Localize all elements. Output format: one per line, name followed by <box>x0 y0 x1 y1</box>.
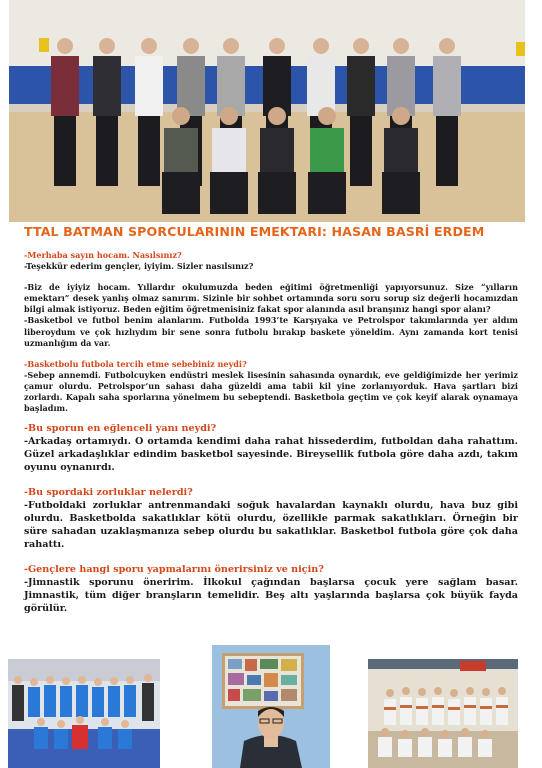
interview-body <box>24 250 518 615</box>
answer: -Teşekkür ederim gençler, iyiyim. Sizler nasılsınız? <box>24 261 254 272</box>
teacher-portrait-photo <box>212 645 330 768</box>
answer: -Basketbol ve futbol benim alanlarım. Futbolda 1993’te Karşıyaka ve Petrolspor takımlarında yer aldım liberoydum ve çok hızlıydım bir sene sonra futbolu bırakıp baskete yöneldim. Aynı zamanda kort tenisi uzmanlığım da var. <box>24 315 518 348</box>
answer: -Sebep annemdi. Futbolcuyken endüstri meslek lisesinin sahasında oynardık, eve geldiğimizde her yerimiz çamur olurdu. Petrolspor’un sahası daha güzeldi ama tabii kil yine zorlanıyorduk. Hava şartları bizi zorlardı. Kapalı saha sporlarına yönelmem bu sebeptendi. Basketbola geçtim ve çok keyif alarak oynamaya başladım. <box>24 369 518 414</box>
qa-block <box>24 422 518 474</box>
qa-block <box>24 250 518 272</box>
qa-block <box>24 486 518 551</box>
question: -Merhaba sayın hocam. Nasılsınız? <box>24 250 182 260</box>
football-team-photo <box>8 659 160 768</box>
answer: -Biz de iyiyiz hocam. Yıllardır okulumuzda beden eğitimi öğretmenliği yapıyorsunuz. Size “yılların emektarı” desek yanlış olmaz sanırım. Sizinle bir sohbet ortamında soru soru sorup siz değerli hocamızdan bilgi almak istiyoruz. Beden eğitim öğretmenisiniz fakat spor alanında asıl branşınız hangi spor alanı? <box>24 282 518 315</box>
answer: -Arkadaş ortamıydı. O ortamda kendimi daha rahat hissederdim, futboldan daha rahattım. Güzel arkadaşlıklar edindim basketbol sayesinde. Bireysellik futbola göre daha azdı, takım oyunu oynanırdı. <box>24 436 518 474</box>
answer: -Futboldaki zorluklar antrenmandaki soğuk havalardan kaynaklı olurdu, hava buz gibi olurdu. Basketbolda sakatlıklar kötü olurdu, özellikle parmak sakatlıkları. Örneğin bir süre sahadan uzaklaşmanıza sebep olurdu bu sakatlıklar. Basketbol futbola göre çok daha rahattı. <box>24 500 518 551</box>
question: -Gençlere hangi sporu yapmalarını önerirsiniz ve niçin? <box>24 564 324 576</box>
qa-block <box>24 359 518 414</box>
qa-block <box>24 563 518 615</box>
article-title: TTAL BATMAN SPORCULARININ EMEKTARI: HASAN BASRİ ERDEM <box>24 224 485 239</box>
question: -Bu sporun en eğlenceli yanı neydi? <box>24 423 217 435</box>
qa-block <box>24 282 518 349</box>
basketball-team-photo <box>368 659 518 768</box>
question: -Bu spordaki zorluklar nelerdi? <box>24 487 193 499</box>
answer: -Jimnastik sporunu öneririm. İlkokul çağından başlarsa çocuk yere sağlam basar. Jimnastik, tüm diğer branşların temelidir. Beş altı yaşlarında başlarsa çok büyük fayda görülür. <box>24 577 518 615</box>
question: -Basketbolu futbola tercih etme sebebiniz neydi? <box>24 358 247 369</box>
team-group-photo <box>9 0 525 222</box>
